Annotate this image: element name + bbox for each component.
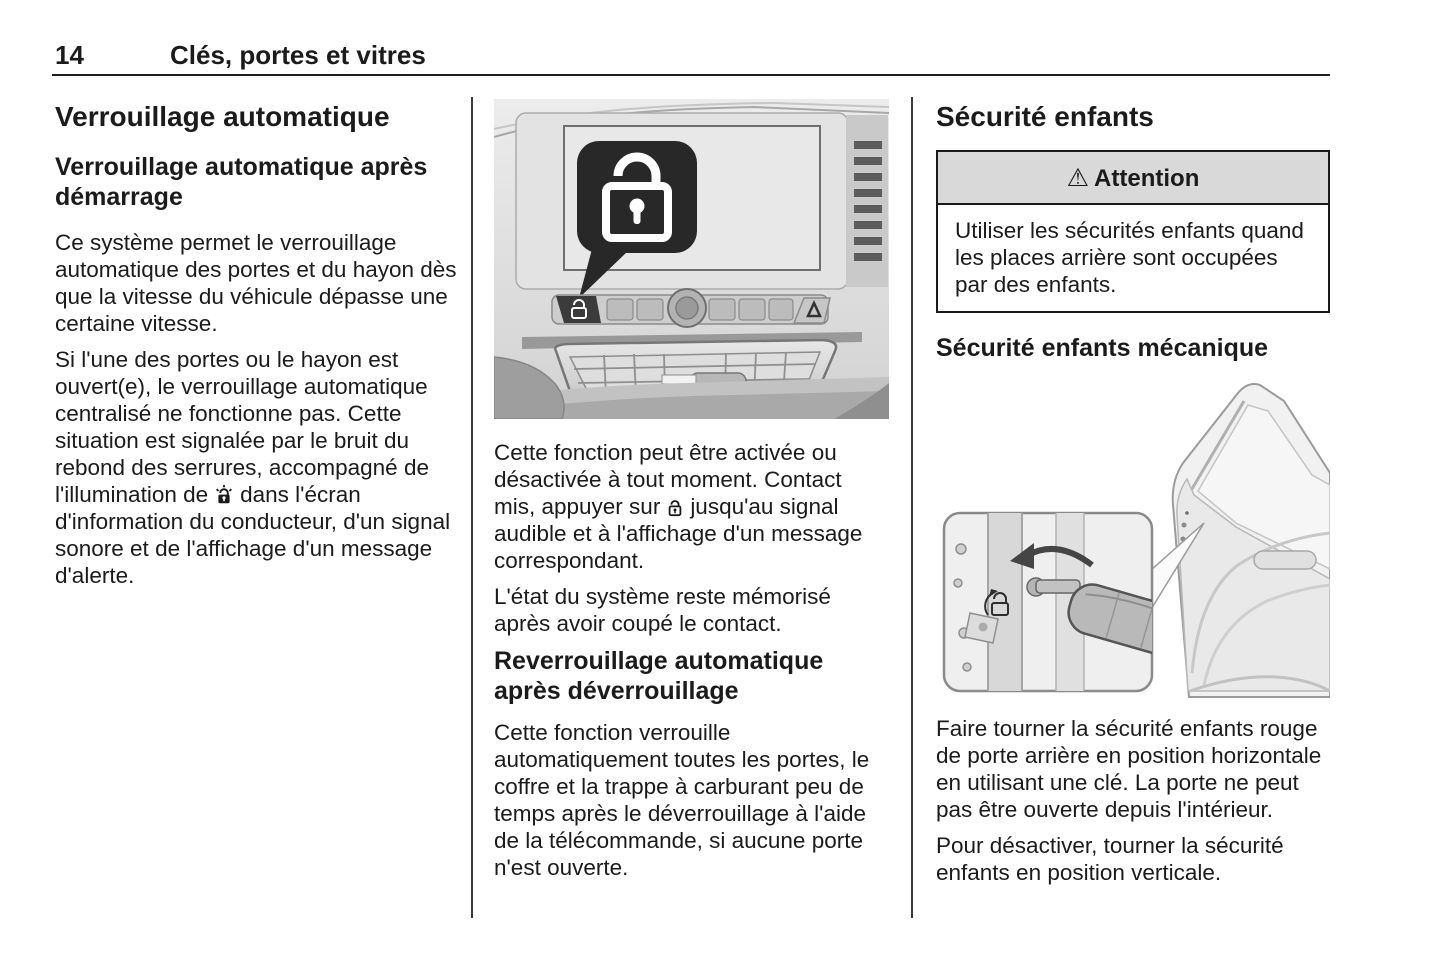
column-left <box>55 95 459 598</box>
header-rule <box>52 74 1330 76</box>
warning-icon: ⚠ <box>1066 164 1090 192</box>
lock-indicator-icon <box>214 484 234 505</box>
paragraph: L'état du système reste mémorisé après avoir coupé le contact. <box>494 584 831 636</box>
attention-header <box>938 152 1328 205</box>
subsection-heading: Sécurité enfants mécanique <box>936 334 1269 362</box>
attention-body <box>938 205 1328 311</box>
chapter-title: Clés, portes et vitres <box>170 40 426 70</box>
paragraph: Si l'une des portes ou le hayon est ouvert(e), le verrouillage automatique centralisé ne fonctionne pas. Cette situation est signalée par le bruit du rebond des serrures, accompagné de l'illumination de dans l'écran d'information du conducteur, d'un signal sonore et de l'affichage d'un message d'alerte. <box>55 347 451 588</box>
subsection-heading: Verrouillage automatique après démarrage <box>55 153 428 211</box>
paragraph: Ce système permet le verrouillage automatique des portes et du hayon dès que la vitesse du véhicule dépasse une certaine vitesse. <box>55 230 457 336</box>
paragraph: Faire tourner la sécurité enfants rouge de porte arrière en position horizontale en utilisant une clé. La porte ne peut pas être ouverte depuis l'intérieur. <box>936 716 1322 822</box>
paragraph: Pour désactiver, tourner la sécurité enfants en position verticale. <box>936 833 1284 885</box>
attention-title: Attention <box>1094 165 1200 192</box>
dashboard-lock-callout-figure <box>494 99 889 419</box>
column-right <box>936 95 1330 895</box>
rear-door-child-lock-figure <box>936 373 1330 699</box>
paragraph: Cette fonction verrouille automatiquement toutes les portes, le coffre et la trappe à carburant peu de temps après le déverrouillage à l'aide de la télécommande, si aucune porte n'est ouverte. <box>494 720 870 880</box>
section-heading: Sécurité enfants <box>936 101 1154 132</box>
page-number: 14 <box>55 40 84 70</box>
column-divider-2 <box>911 97 913 918</box>
subsection-heading: Reverrouillage automatique après déverrouillage <box>494 647 824 705</box>
column-divider-1 <box>471 97 473 918</box>
lock-button-icon <box>666 496 684 517</box>
section-heading: Verrouillage automatique <box>55 101 390 132</box>
attention-box <box>936 150 1330 313</box>
column-middle <box>494 99 889 890</box>
paragraph: Utiliser les sécurités enfants quand les places arrière sont occupées par des enfants. <box>955 218 1304 297</box>
paragraph: Cette fonction peut être activée ou désactivée à tout moment. Contact mis, appuyer sur jusqu'au signal audible et à l'affichage d'un message correspondant. <box>494 440 863 573</box>
